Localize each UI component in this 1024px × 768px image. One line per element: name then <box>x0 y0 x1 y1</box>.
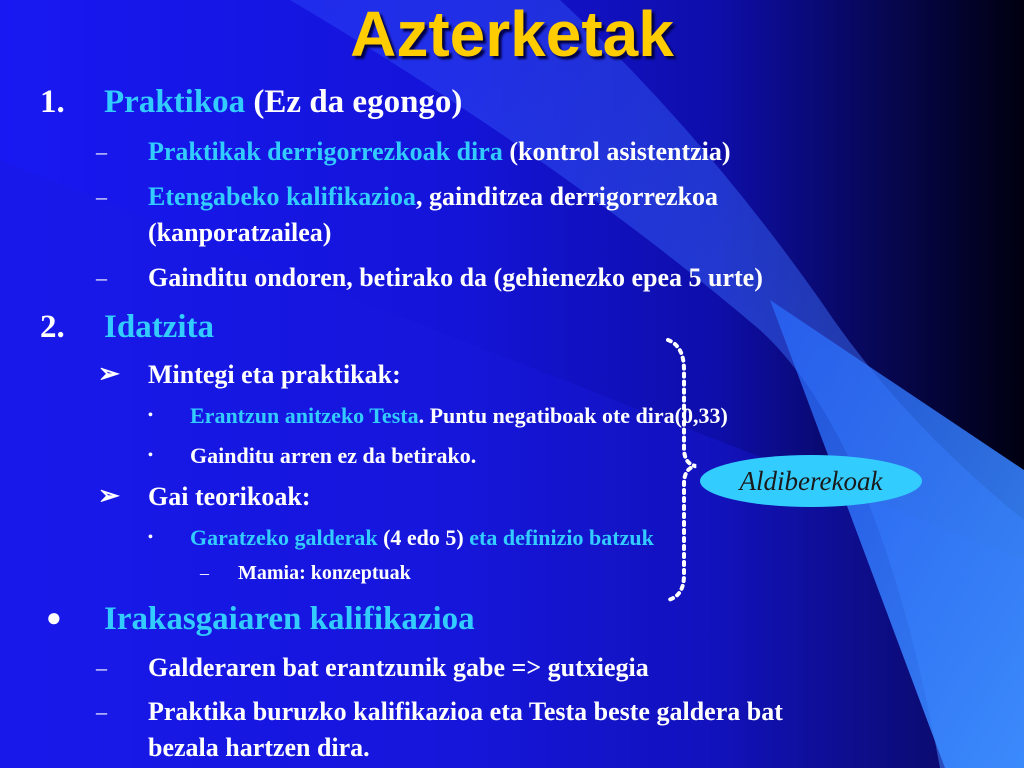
list-marker-3: ● <box>46 603 62 632</box>
list-item-continuation: bezala hartzen dira. <box>148 733 370 762</box>
callout-label: Aldiberekoak <box>739 465 883 496</box>
item-part-2: (4 edo 5) <box>377 525 470 550</box>
dash-marker: – <box>200 563 209 583</box>
dash-marker: – <box>96 699 107 724</box>
dot-bullet-icon: • <box>148 530 153 545</box>
list-item-gainditu: Gainditu ondoren, betirako da (gehienezko epea 5 urte) <box>148 263 763 292</box>
slide-title: Azterketak <box>350 0 674 70</box>
item-part-1: Garatzeko galderak <box>190 525 378 550</box>
list-item-galderaren: Galderaren bat erantzunik gabe => gutxiegia <box>148 653 649 682</box>
list-item-gainditu-arren: Gainditu arren ez da betirako. <box>190 443 477 468</box>
dash-marker: – <box>96 265 107 290</box>
dash-marker: – <box>96 139 107 164</box>
dash-marker: – <box>96 184 107 209</box>
list-item-mamia: Mamia: konzeptuak <box>238 562 411 584</box>
list-item-mintegi: Mintegi eta praktikak: <box>148 360 401 389</box>
list-item-idatzita: Idatzita <box>104 309 214 345</box>
list-item-continuation: (kanporatzailea) <box>148 218 332 247</box>
list-item-praktika-buruzko: Praktika buruzko kalifikazioa eta Testa beste galdera bat <box>148 697 783 726</box>
item-head: Praktikoa <box>104 84 246 120</box>
dot-bullet-icon: • <box>148 448 153 463</box>
list-item-gai-teorikoak: Gai teorikoak: <box>148 482 311 511</box>
list-item-irakasgaiaren: Irakasgaiaren kalifikazioa <box>104 601 475 637</box>
item-rest: . Puntu negatiboak ote dira(0,33) <box>418 403 728 428</box>
aldiberekoak-callout <box>700 455 922 507</box>
item-rest: (kontrol asistentzia) <box>502 137 731 166</box>
dash-marker: – <box>96 655 107 680</box>
list-marker-1: 1. <box>40 84 65 120</box>
list-marker-2: 2. <box>40 309 65 345</box>
arrow-bullet-icon: ➢ <box>98 481 120 510</box>
item-rest: , gainditzea derrigorrezkoa <box>415 182 719 211</box>
item-rest: (Ez da egongo) <box>245 84 463 120</box>
item-part-3: eta definizio batzuk <box>469 525 654 550</box>
dot-bullet-icon: • <box>148 408 153 423</box>
arrow-bullet-icon: ➢ <box>98 359 120 388</box>
item-head: Praktikak derrigorrezkoak dira <box>148 137 503 166</box>
item-head: Etengabeko kalifikazioa <box>148 182 416 211</box>
item-head: Erantzun anitzeko Testa <box>190 403 419 428</box>
